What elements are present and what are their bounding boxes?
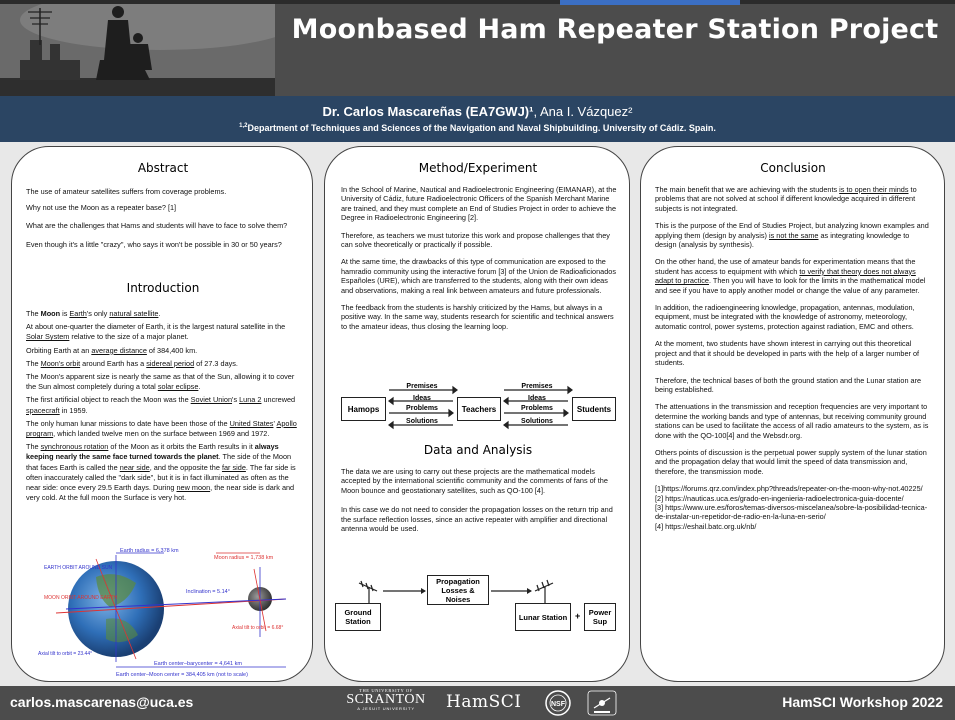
link-budget-diagram (333, 573, 625, 641)
affiliation-sup: 1,2 (239, 123, 248, 129)
conclusion-p3: On the other hand, the use of amateur bands for experimentation means that the student has access to equipment with which to verify that theory does not always adapt to practice. Then you will have to look for the limits in the mathematical model and see if you have to apply another model or change the value of any parameter. (655, 257, 926, 295)
conclusion-p6: Therefore, the technical bases of both the ground station and the Lunar station are being established. (655, 375, 922, 394)
conclusion-p4: In addition, the radioengineering knowledge, propagation, antennas, modulation, equipment, must be integrated with the knowledge of astronomy, meteorology, automatic control, power systems, protection against radiation, EMC and others. (655, 303, 915, 331)
teachers-box: Teachers (457, 397, 501, 421)
abstract-p2: Why not use the Moon as a repeater base? [1] (26, 203, 177, 213)
power-supply-box: Power Sup (584, 603, 616, 631)
nsf-logo-icon (544, 689, 572, 717)
flow-problems-1: Problems (406, 405, 438, 412)
abstract-p1: The use of amateur satellites suffers from coverage problems. (26, 187, 227, 196)
header-banner (0, 0, 955, 96)
antenna-silhouette-image (0, 0, 275, 96)
flow-arrows (339, 385, 619, 433)
abstract-body (26, 187, 296, 257)
intro-l1: The Moon is Earth's only natural satellite. (26, 309, 161, 318)
hamsci-logo: HamSCI (446, 692, 522, 712)
conclusion-heading: Conclusion (760, 161, 826, 175)
conclusion-p1: The main benefit that we are achieving with the students is to open their minds to problems that are not solved at school if different knowledge acquired in different subjects is not integrated. (655, 185, 917, 213)
workshop-label: HamSCI Workshop 2022 (782, 694, 943, 710)
flow-solutions-1: Solutions (406, 418, 438, 425)
scranton-top: THE UNIVERSITY OF (359, 688, 413, 693)
method-p3: At the same time, the drawbacks of this type of communication are exposed to the hamradio community using the interactive forum [3] of the Union de Radioaficionados Españoles (URE), which are transferred to the students, along with their own ideas and observations, making a real link between amateurs and future professionals. (341, 257, 616, 295)
nsf-logo-text: NSF (551, 701, 565, 708)
method-p2: Therefore, as teachers we must tutorize this work and propose challenges that they can solve theoretically or practically if possible. (341, 230, 610, 250)
flow-premises-2: Premises (521, 383, 553, 390)
panel-method-data (324, 146, 630, 682)
data-p1: The data we are using to carry out these projects are the mathematical models accepted by the international scientific community and the comments of fans of the Moon bounce and geostationary satellites, such as QO-100 [4]. (341, 467, 608, 495)
lunar-station-box: Lunar Station (515, 603, 571, 631)
method-body (341, 185, 617, 338)
flow-premises-1: Premises (406, 383, 438, 390)
method-heading: Method/Experiment (418, 161, 538, 175)
conclusion-p2: This is the purpose of the End of Studies Project, but analyzing known examples and applying them (design by analysis) is not the same as integrating knowledge to design (analysis by synthesis). (655, 221, 929, 250)
introduction-heading: Introduction (126, 281, 200, 295)
introduction-body (26, 309, 300, 506)
abstract-heading: Abstract (137, 161, 189, 175)
data-analysis-heading: Data and Analysis (423, 443, 533, 457)
reference-2: [2] https://nauticas.uca.es/grado-en-ingenieria-radioelectronica-guia-docente/ (655, 493, 904, 503)
fig-barycenter: Earth center–barycenter = 4,641 km (154, 661, 242, 667)
plus-sign: + (575, 611, 581, 621)
flow-problems-2: Problems (521, 405, 553, 412)
flow-solutions-2: Solutions (521, 418, 553, 425)
intro-l4: The Moon's orbit around Earth has a sidereal period of 27.3 days. (26, 358, 238, 368)
fig-earth-radius: Earth radius = 6,378 km (120, 548, 179, 554)
reference-4: [4] https://eshail.batc.org.uk/nb/ (655, 521, 757, 531)
conclusion-p7: The attenuations in the transmission and reception frequencies are very important to determine the working bands and type of antennas, but receiving community ground stations can be used to facilitate the access of all radio amateurs to the system, as is done with the QO-100[4] and the Websdr.org. (655, 402, 929, 440)
scranton-logo (340, 688, 432, 711)
abstract-p4: Even though it's a little "crazy", who says it won't be possible in 30 or 50 years? (26, 240, 282, 250)
intro-l3: Orbiting Earth at an average distance of 384,400 km. (26, 345, 198, 355)
fig-moon-tilt: Axial tilt to orbit = 6.68° (232, 625, 284, 631)
header-accent-strip (560, 0, 740, 5)
intro-l7: The only human lunar missions to date have been those of the United States' Apollo program, which landed twelve men on the surface between 1969 and 1972. (26, 418, 297, 439)
earth-moon-figure (36, 547, 306, 679)
flow-ideas-1: Ideas (413, 395, 431, 402)
fig-earth-orbit: EARTH ORBIT AROUND SUN (44, 565, 113, 571)
abstract-p3: What are the challenges that Hams and students will have to face to solve them? (26, 220, 288, 230)
intro-l2: At about one-quarter the diameter of Earth, it is the largest natural satellite in the Solar System relative to the size of a major planet. (26, 322, 286, 342)
poster-title: Moonbased Ham Repeater Station Project (291, 14, 939, 45)
fig-inclination: Inclination = 5.14° (186, 589, 230, 595)
feedback-flow-diagram (339, 385, 619, 433)
intro-l8: The synchronous rotation of the Moon as it orbits the Earth results in it always keeping nearly the same face turned towards the planet. The side of the Moon that faces Earth is called the near side, and the opposite the far side. The far side is often inaccurately called the "dark side", but it is in fact illuminated as often as the near side: once every 29.5 Earth days. During new moon, the near side is dark and very cold. At the full moon the Surface is very hot. (26, 442, 296, 503)
panel-abstract-intro (11, 146, 313, 682)
author-main: Dr. Carlos Mascareñas (EA7GWJ)¹ (322, 104, 534, 119)
conclusion-p8: Others points of discussion is the perpetual power supply system of the lunar station and the propagation delay that would limit the speed of data transmission and, therefore, the transmission mode. (655, 447, 927, 476)
method-p4: The feedback from the students is harshly criticized by the Hams, but always in a positive way. In the same way, students research for scientific and technical answers to the amateur ideas, thus closing the learning loop. (341, 303, 614, 331)
intro-l6: The first artificial object to reach the Moon was the Soviet Union's Luna 2 uncrewed spacecraft in 1959. (26, 395, 296, 415)
authors (0, 104, 955, 119)
reference-3: [3] https://www.ure.es/foros/temas-diversos-miscelanea/sobre-la-posibilidad-tecnica-de-instalar-un-repetidor-de-radio-en-la-luna-en-serio/ (655, 502, 928, 522)
intro-l5: The Moon's apparent size is nearly the same as that of the Sun, allowing it to cover the Sun almost completely during a total solar eclipse. (26, 372, 295, 392)
fig-moon-orbit: MOON ORBIT AROUND EARTH (44, 595, 118, 601)
affiliation (0, 123, 955, 133)
affiliation-text: Department of Techniques and Sciences of the Navigation and Naval Shipbuilding. University of Cádiz. Spain. (247, 123, 716, 133)
scranton-name: SCRANTON (346, 692, 426, 707)
contact-email: carlos.mascarenas@uca.es (10, 694, 194, 710)
conclusion-body (655, 185, 932, 531)
flow-ideas-2: Ideas (528, 395, 546, 402)
conclusion-p5: At the moment, two students have shown interest in carrying out this theoretical project and that it should be developed in parts with the help of a larger number of students. (655, 339, 920, 368)
satellite-logo-icon (582, 690, 622, 716)
panel-conclusion (640, 146, 945, 682)
students-box: Students (572, 397, 616, 421)
data-p2: In this case we do not need to consider the propagation losses on the return trip and the surface reflection losses, since an active repeater with amplifier and directional antenna would be used. (341, 505, 613, 534)
reference-1: [1]https://forums.qrz.com/index.php?threads/repeater-on-the-moon-why-not.40225/ (655, 484, 923, 494)
link-arrows (333, 573, 625, 641)
hamops-box: Hamops (341, 397, 386, 421)
fig-distance: Earth center–Moon center = 384,405 km (not to scale) (116, 672, 248, 678)
author-bar (0, 96, 955, 142)
header-photo (0, 0, 275, 96)
ground-station-box: Ground Station (335, 603, 381, 631)
scranton-sub: A JESUIT UNIVERSITY (357, 706, 415, 711)
author-second: , Ana I. Vázquez² (533, 104, 633, 119)
header-top-bar (0, 0, 955, 4)
fig-moon-radius: Moon radius = 1,738 km (214, 555, 274, 561)
method-p1: In the School of Marine, Nautical and Radioelectronic Engineering (EIMANAR), at the University of Cádiz, future Radioelectronic Officers of the Spanish Merchant Marine are trained, and they must complete an End of Studies Project in order to achieve the Degree in Radioelectronic Engineering [2]. (341, 185, 617, 223)
propagation-box: Propagation Losses & Noises (427, 575, 489, 605)
data-analysis-body (341, 467, 617, 540)
fig-earth-tilt: Axial tilt to orbit = 23.44° (38, 651, 93, 657)
